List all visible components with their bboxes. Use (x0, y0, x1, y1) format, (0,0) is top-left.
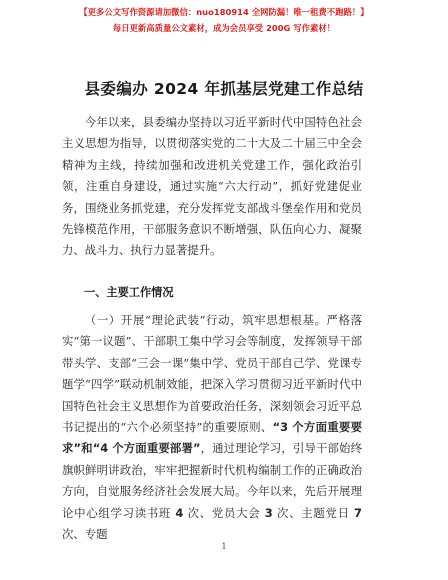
document-title: 县委编办 2024 年抓基层党建工作总结 (84, 80, 364, 98)
intro-paragraph: 今年以来，县委编办坚持以习近平新时代中国特色社会主义思想为指导，以贯彻落实党的二十大及二十届三中全会精神为主线，持续加强和改进机关党建工作，强化政治引领，注重自身建设，通过实施“六大行动”，抓好党建促业务，围绕业务抓党建，充分发挥党支部战斗堡垒作用和党员先锋模范作用，干部服务意识不断增强，队伍向心力、凝聚力、战斗力、执行力显著提升。 (62, 115, 362, 258)
section-heading: 一、主要工作情况 (84, 286, 174, 299)
paragraph-text: ，通过理论学习，引导干部始终旗帜鲜明讲政治，牢牢把握新时代机构编制工作的正确政治方向，自觉服务经济社会发展大局。今年以来，先后开展理论中心组学习读书班 (62, 441, 362, 520)
paragraph-text: （一）开展“理论武装”行动，筑牢思想根基。严格落实“第一议题”、干部职工集中学习会等制度，发挥领导干部带头学、支部“三会一课”集中学、党员干部自己学、党课专题学“四学”联动机制效能，把深入学习贯彻习近平新时代中国特色社会主义思想作为首要政治任务，深刻领会习近平总书记提出的“六个必须坚持”的重要原则、 (62, 313, 362, 435)
promo-banner-line-1: 【更多公文写作资源请加微信：nuo180914 全网防漏！唯一租费不跑路！】 (79, 7, 369, 17)
count-party-meetings: 3 (264, 505, 273, 520)
emphasis-requirements: “3 个方面重要要求”和“4 个方面重要部署” (62, 420, 362, 456)
work-paragraph-1 (62, 310, 362, 545)
count-theme-days: 7 (354, 505, 362, 520)
paragraph-text: 次、主题党日 (272, 505, 355, 520)
page-number: 1 (221, 542, 227, 551)
promo-banner-line-2: 每日更新高质量公文素材，成为会员享受 200G 写作素材！ (112, 23, 336, 33)
paragraph-text: 次、专题 (62, 527, 108, 542)
count-study-sessions: 4 (175, 505, 184, 520)
paragraph-text: 次、党员大会 (183, 505, 265, 520)
